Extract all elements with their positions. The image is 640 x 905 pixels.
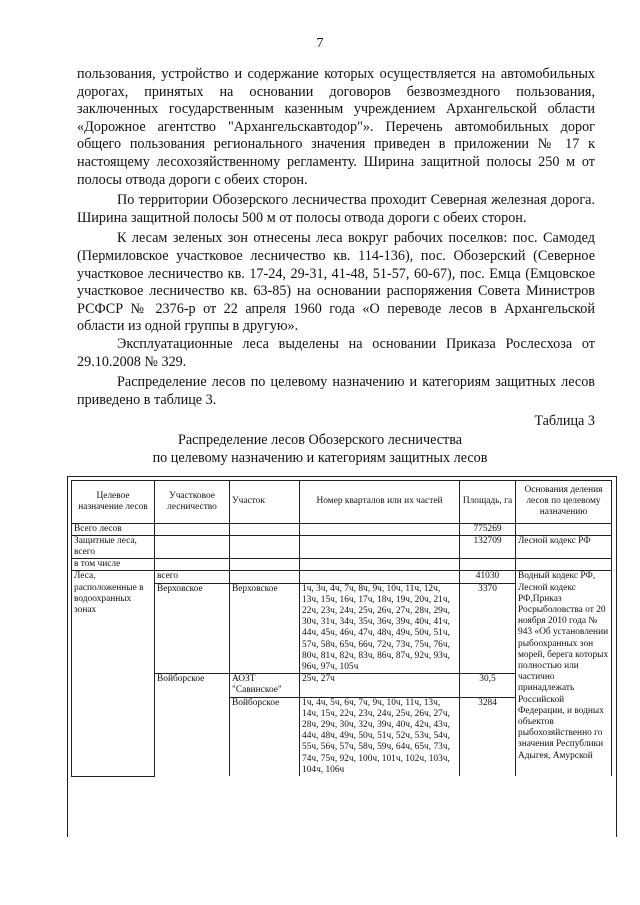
header-district: Участковое лесничество [155,481,230,524]
table-row [72,523,612,535]
paragraph-railway: По территории Обозерского лесничества проходит Северная железная дорога. Ширина защитной полосы 500 м от полосы отвода дороги с обеих сторон. [77,192,595,226]
paragraph-distribution: Распределение лесов по целевому назначению и категориям защитных лесов приведено в таблице 3. [77,374,595,408]
cell-verkhovskoe-quarters: 1ч, 3ч, 4ч, 7ч, 8ч, 9ч, 10ч, 11ч, 12ч, 13ч, 15ч, 16ч, 17ч, 18ч, 19ч, 20ч, 21ч, 22ч, 23ч, 24ч, 25ч, 26ч, 27ч, 28ч, 29ч, 30ч, 31ч, 34ч, 35ч, 36ч, 39ч, 40ч, 41ч, 44ч, 45ч, 46ч, 47ч, 48ч, 49ч, 50ч, 51ч, 57ч, 58ч, 65ч, 66ч, 72ч, 73ч, 75ч, 76ч, 80ч, 81ч, 82ч, 83ч, 86ч, 87ч, 92ч, 93ч, 96ч, 97ч, 105ч [300,583,460,674]
table-title-line-1: Распределение лесов Обозерского лесничества [177,432,463,448]
cell-total-purpose: Всего лесов [72,523,155,535]
table-row [72,535,612,558]
table-title-line-2: по целевому назначению и категориям защитных лесов [152,449,488,466]
cell-water-basis: Водный кодекс РФ, Лесной кодекс РФ,Приказ Росрыболовства от 20 ноября 2010 года № 943 «Об установлении рыбоохранных зон морей, берега которых полностью или частично принадлежать Российской Федерации, и водных объектов рыбохозяйственно го значения Республики Адыгея, Амурской [516,571,612,776]
table-title [0,432,640,467]
table-label: Таблица 3 [534,413,595,429]
page-number: 7 [316,36,324,51]
cell-verkhovskoe-district: Верховское [155,583,230,674]
forest-distribution-table [71,480,612,777]
header-section: Участок [230,481,300,524]
cell-voyborskoe-district: Войборское [155,674,230,776]
cell-total-area: 775269 [460,523,516,535]
cell-including: в том числе [72,559,155,571]
cell-protective-purpose: Защитные леса, всего [72,535,155,558]
paragraph-green-zones: К лесам зеленых зон отнесены леса вокруг рабочих поселков: пос. Самодед (Пермиловское участковое лесничество кв. 114-136), пос. Обозерский (Северное участковое лесничество кв. 17-24, 29-31, 41-48, 51-57, 60-67), пос. Емца (Емцовское участковое лесничество кв. 63-85) на основании распоряжения Совета Министров РСФСР № 2376-р от 22 апреля 1960 года «О переводе лесов в Архангельской области из одной группы в другую». [77,230,595,335]
cell-water-total-label: всего [155,571,230,583]
cell-savinskoe-area: 30,5 [460,674,516,697]
cell-protective-area: 132709 [460,535,516,558]
header-basis: Основания деления лесов по целевому назначению [516,481,612,524]
cell-voyborskoe-area: 3284 [460,697,516,776]
header-area: Площадь, га [460,481,516,524]
header-quarters: Номер кварталов или их частей [300,481,460,524]
cell-protective-basis: Лесной кодекс РФ [516,535,612,558]
table-header-row [72,481,612,524]
cell-water-total-area: 41030 [460,571,516,583]
cell-voyborskoe-section: Войборское [230,697,300,776]
cell-savinskoe-section: АОЗТ "Савинское" [230,674,300,697]
cell-verkhovskoe-area: 3370 [460,583,516,674]
cell-water-purpose: Леса, расположенные в водоохранных зонах [72,571,155,776]
cell-savinskoe-quarters: 25ч, 27ч [300,674,460,697]
paragraph-roads: пользования, устройство и содержание которых осуществляется на автомобильных дорогах, принятых на основании договоров безвозмездного пользования, заключенных государственным казенным учреждением Архангельской области «Дорожное агентство "Архангельскавтодор"». Перечень автомобильных дорог общего пользования регионального значения приведен в приложении № 17 к настоящему лесохозяйственному регламенту. Ширина защитной полосы 250 м от полосы отвода дороги с обеих сторон. [77,66,595,188]
header-purpose: Целевое назначение лесов [72,481,155,524]
body-text [77,66,595,409]
cell-voyborskoe-quarters: 1ч, 4ч, 5ч, 6ч, 7ч, 9ч, 10ч, 11ч, 13ч, 14ч, 15ч, 22ч, 23ч, 24ч, 25ч, 26ч, 27ч, 28ч, 29ч, 30ч, 32ч, 39ч, 40ч, 42ч, 43ч, 44ч, 48ч, 49ч, 50ч, 51ч, 52ч, 53ч, 54ч, 55ч, 56ч, 57ч, 58ч, 59ч, 64ч, 65ч, 73ч, 74ч, 75ч, 92ч, 100ч, 101ч, 102ч, 103ч, 104ч, 106ч [300,697,460,776]
table-row [72,559,612,571]
paragraph-exploitation: Эксплуатационные леса выделены на основании Приказа Рослесхоза от 29.10.2008 № 329. [77,335,595,370]
table-row [72,571,612,583]
cell-verkhovskoe-section: Верховское [230,583,300,674]
